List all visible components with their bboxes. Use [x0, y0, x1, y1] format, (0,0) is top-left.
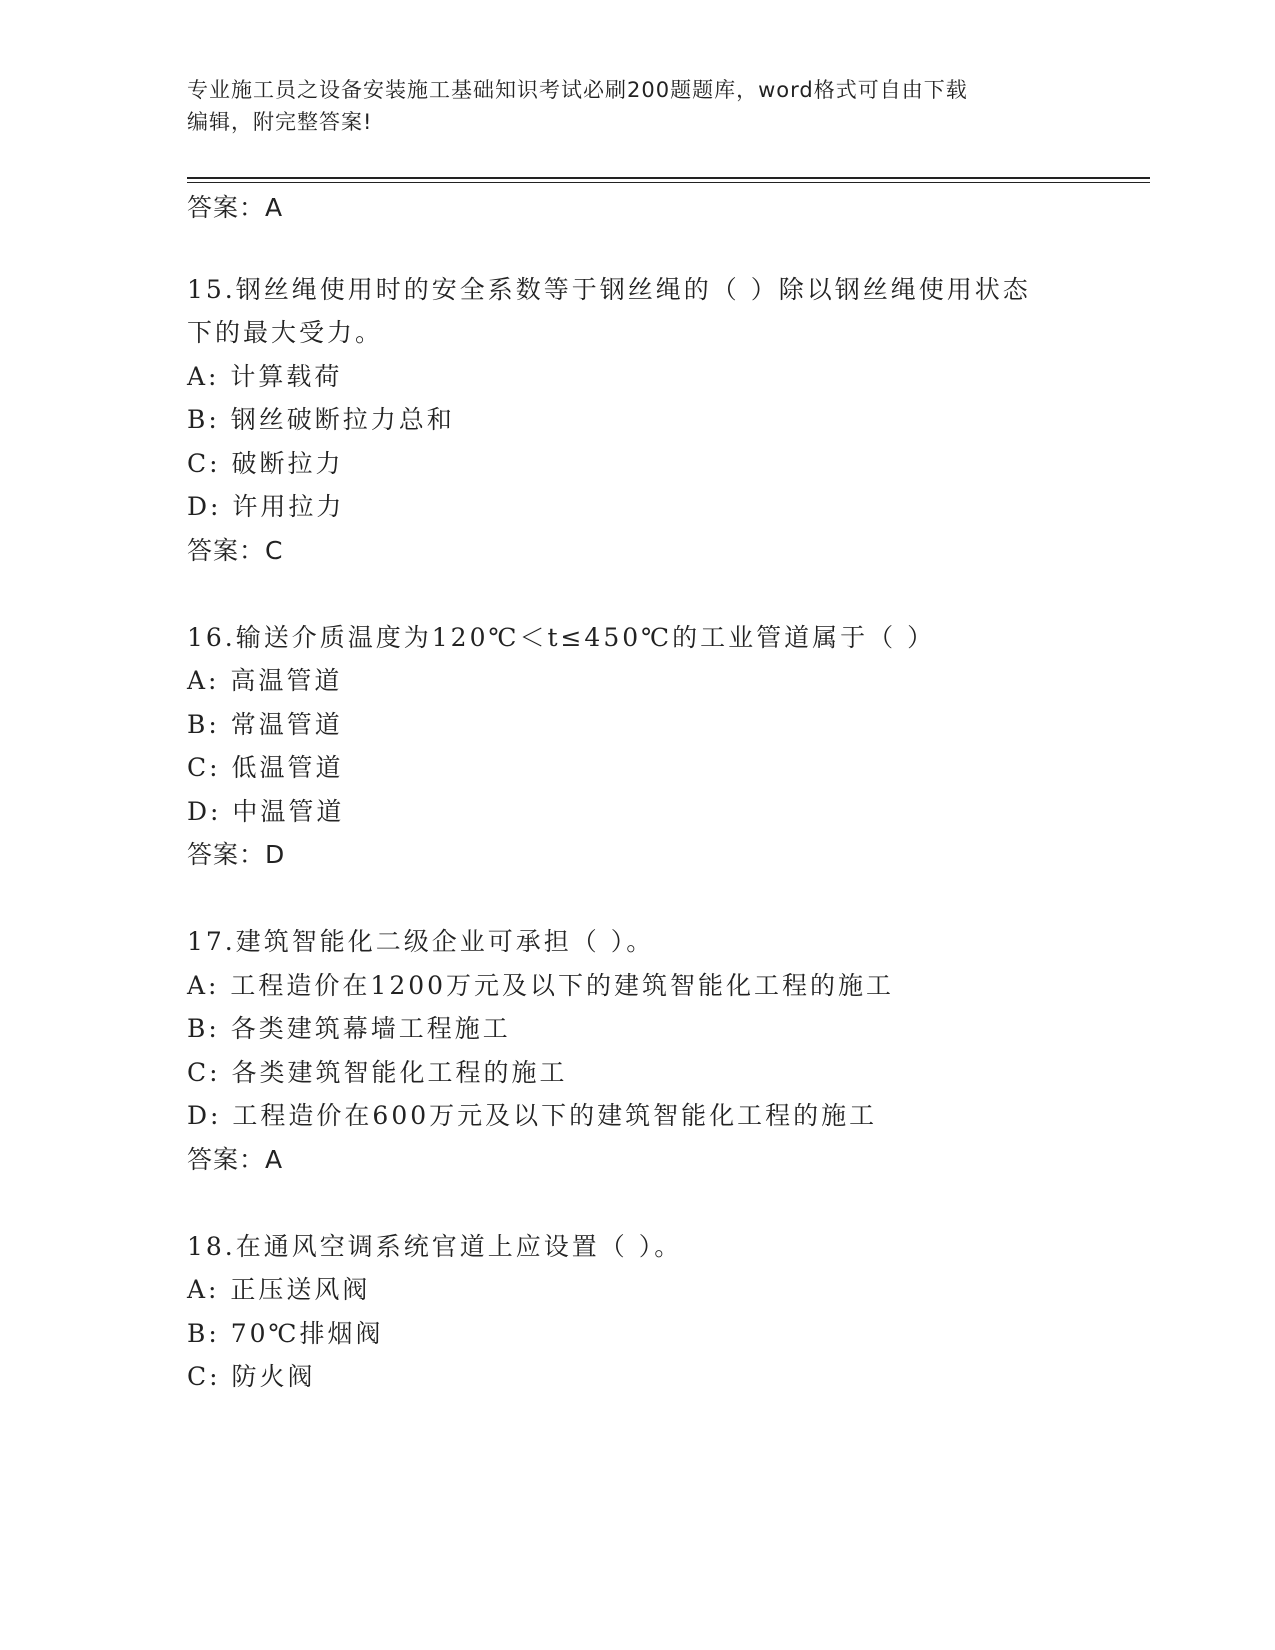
- answer-16: 答案：D: [187, 840, 286, 869]
- option-15-a: A: 计算载荷: [187, 362, 343, 391]
- option-16-a: A: 高温管道: [187, 666, 343, 695]
- option-16-c: C: 低温管道: [187, 753, 344, 782]
- question-17-line-1: 17.建筑智能化二级企业可承担（ ）。: [187, 927, 655, 956]
- option-17-a: A: 工程造价在1200万元及以下的建筑智能化工程的施工: [187, 971, 895, 1000]
- answer-17: 答案：A: [187, 1145, 284, 1174]
- option-16-d: D: 中温管道: [187, 797, 345, 826]
- option-16-b: B: 常温管道: [187, 710, 343, 739]
- option-18-a: A: 正压送风阀: [187, 1275, 371, 1304]
- header-divider-thick: [187, 177, 1150, 179]
- option-15-d: D: 许用拉力: [187, 492, 345, 521]
- option-17-c: C: 各类建筑智能化工程的施工: [187, 1058, 568, 1087]
- option-18-b: B: 70℃排烟阀: [187, 1319, 384, 1348]
- document-header: [187, 74, 1067, 138]
- option-15-c: C: 破断拉力: [187, 449, 344, 478]
- option-15-b: B: 钢丝破断拉力总和: [187, 405, 455, 434]
- question-15-line-1: 15.钢丝绳使用时的安全系数等于钢丝绳的（ ）除以钢丝绳使用状态: [187, 275, 1031, 304]
- option-17-d: D: 工程造价在600万元及以下的建筑智能化工程的施工: [187, 1101, 878, 1130]
- question-18-line-1: 18.在通风空调系统官道上应设置（ ）。: [187, 1232, 683, 1261]
- question-16-line-1: 16.输送介质温度为120℃＜t≤450℃的工业管道属于（ ）: [187, 623, 936, 652]
- question-15-line-2: 下的最大受力。: [187, 318, 384, 347]
- option-17-b: B: 各类建筑幕墙工程施工: [187, 1014, 511, 1043]
- header-divider-thin: [187, 182, 1150, 183]
- header-line-2: 编辑，附完整答案!: [187, 110, 373, 134]
- header-line-1: 专业施工员之设备安装施工基础知识考试必刷200题题库，word格式可自由下载: [187, 78, 968, 102]
- answer-14: 答案：A: [187, 193, 284, 222]
- option-18-c: C: 防火阀: [187, 1362, 316, 1391]
- answer-15: 答案：C: [187, 536, 284, 565]
